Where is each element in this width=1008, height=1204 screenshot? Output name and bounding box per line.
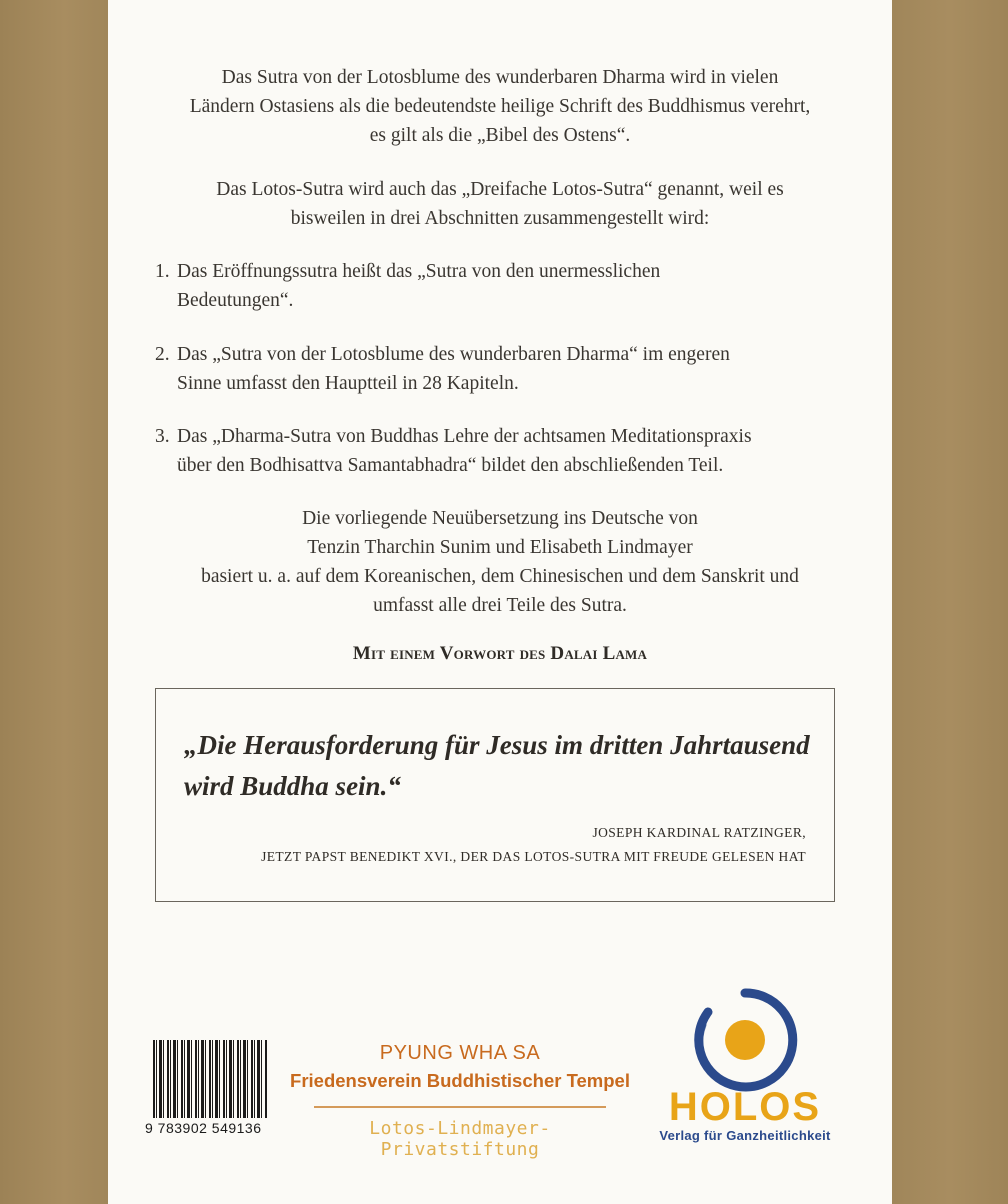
translation-line-2: Tenzin Tharchin Sunim und Elisabeth Lindmayer — [307, 537, 693, 558]
quote-attribution-name: JOSEPH KARDINAL RATZINGER, — [592, 825, 806, 840]
list-number-2: 2. — [155, 344, 170, 365]
list-item-2-line-1: Das „Sutra von der Lotosblume des wunderbaren Dharma“ im engeren — [177, 344, 730, 365]
holos-logo-icon — [690, 985, 800, 1095]
quote-line-2: wird Buddha sein.“ — [184, 771, 401, 801]
holos-name: HOLOS — [668, 1085, 822, 1129]
translation-line-1: Die vorliegende Neuübersetzung ins Deutsche von — [302, 508, 698, 529]
publisher-subtitle: Friedensverein Buddhistischer Tempel — [290, 1070, 630, 1091]
intro-paragraph — [140, 63, 860, 150]
isbn-barcode — [145, 1040, 270, 1138]
intro-line-3: es gilt als die „Bibel des Ostens“. — [369, 125, 631, 146]
dreifache-line-1: Das Lotos-Sutra wird auch das „Dreifache Lotos-Sutra“ genannt, weil es — [216, 179, 784, 200]
foundation-name: Lotos-Lindmayer-Privatstiftung — [369, 1118, 551, 1160]
quote-attribution-note: JETZT PAPST BENEDIKT XVI., DER DAS LOTOS-SUTRA MIT FREUDE GELESEN HAT — [261, 849, 806, 864]
dreifache-line-2: bisweilen in drei Abschnitten zusammengestellt wird: — [290, 208, 710, 229]
list-number-1: 1. — [155, 261, 170, 282]
list-item-3-line-2: über den Bodhisattva Samantabhadra“ bildet den abschließenden Teil. — [177, 455, 724, 476]
foreword-note: Mit einem Vorwort des Dalai Lama — [352, 643, 648, 664]
quote-box — [155, 688, 835, 902]
intro-line-2: Ländern Ostasiens als die bedeutendste heilige Schrift des Buddhismus verehrt, — [189, 96, 811, 117]
list-item-1 — [155, 257, 855, 315]
barcode-bars — [153, 1040, 268, 1118]
intro-line-1: Das Sutra von der Lotosblume des wunderbaren Dharma wird in vielen — [221, 67, 779, 88]
translation-paragraph — [140, 504, 860, 620]
list-item-3 — [155, 422, 855, 480]
list-number-3: 3. — [155, 426, 170, 447]
holos-subtitle: Verlag für Ganzheitlichkeit — [659, 1128, 831, 1143]
quote-line-1: „Die Herausforderung für Jesus im dritten Jahrtausend — [184, 730, 810, 760]
list-item-2 — [155, 340, 855, 398]
cover-border-right — [892, 0, 1008, 1204]
publisher-block — [290, 1040, 630, 1160]
publisher-divider — [314, 1106, 606, 1108]
dreifache-paragraph — [140, 175, 860, 233]
cover-border-left — [0, 0, 108, 1204]
barcode-digits: 9 783902 549136 — [145, 1120, 262, 1136]
publisher-name: PYUNG WHA SA — [379, 1042, 541, 1064]
list-item-3-line-1: Das „Dharma-Sutra von Buddhas Lehre der achtsamen Meditationspraxis — [177, 426, 752, 447]
list-item-2-line-2: Sinne umfasst den Hauptteil in 28 Kapiteln. — [177, 373, 519, 394]
translation-line-3: basiert u. a. auf dem Koreanischen, dem Chinesischen und dem Sanskrit und — [201, 566, 799, 587]
list-item-1-line-1: Das Eröffnungssutra heißt das „Sutra von den unermesslichen — [177, 261, 661, 282]
list-item-1-line-2: Bedeutungen“. — [177, 290, 294, 311]
quote-text — [184, 725, 824, 807]
translation-line-4: umfasst alle drei Teile des Sutra. — [373, 595, 627, 616]
